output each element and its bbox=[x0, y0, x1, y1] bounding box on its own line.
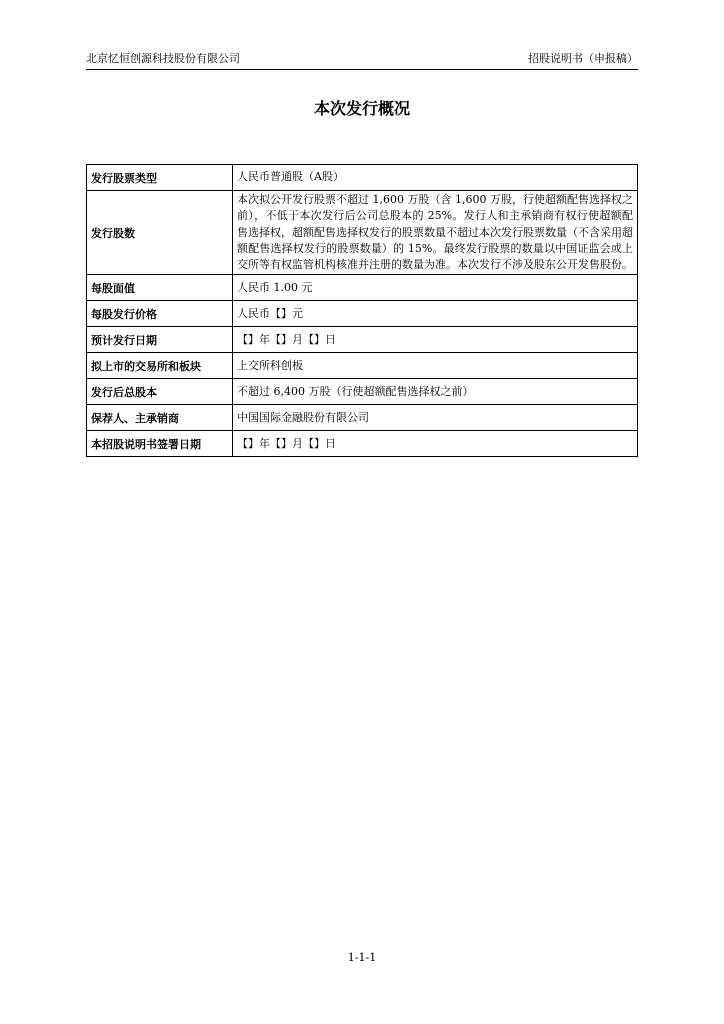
row-value: 【】年【】月【】日 bbox=[233, 431, 638, 457]
page-number: 1-1-1 bbox=[347, 951, 377, 964]
table-row bbox=[87, 353, 638, 379]
table-row bbox=[87, 165, 638, 191]
row-label: 保荐人、主承销商 bbox=[87, 405, 233, 431]
row-label: 本招股说明书签署日期 bbox=[87, 431, 233, 457]
row-value: 上交所科创板 bbox=[233, 353, 638, 379]
row-label: 发行后总股本 bbox=[87, 379, 233, 405]
row-value: 人民币 1.00 元 bbox=[233, 275, 638, 301]
row-label: 预计发行日期 bbox=[87, 327, 233, 353]
row-label: 每股发行价格 bbox=[87, 301, 233, 327]
table-row bbox=[87, 405, 638, 431]
table-row bbox=[87, 275, 638, 301]
offering-overview-table bbox=[86, 164, 638, 457]
row-value: 中国国际金融股份有限公司 bbox=[233, 405, 638, 431]
row-value: 本次拟公开发行股票不超过 1,600 万股（含 1,600 万股，行使超额配售选择权之前），不低于本次发行后公司总股本的 25%。发行人和主承销商有权行使超额配售选择权，超额配售选择权发行的股票数量不超过本次发行股票数量（不含采用超额配售选择权发行的股票数量）的 15%。最终发行股票的数量以中国证监会或上交所等有权监管机构核准并注册的数量为准。本次发行不涉及股东公开发售股份。 bbox=[233, 191, 638, 275]
row-value: 不超过 6,400 万股（行使超额配售选择权之前） bbox=[233, 379, 638, 405]
row-label: 发行股数 bbox=[87, 191, 233, 275]
table-row bbox=[87, 191, 638, 275]
row-label: 每股面值 bbox=[87, 275, 233, 301]
row-value: 人民币普通股（A股） bbox=[233, 165, 638, 191]
document-type: 招股说明书（申报稿） bbox=[528, 52, 638, 65]
row-value: 人民币【】元 bbox=[233, 301, 638, 327]
page-header bbox=[86, 51, 638, 70]
table-row bbox=[87, 301, 638, 327]
row-label: 拟上市的交易所和板块 bbox=[87, 353, 233, 379]
table-row bbox=[87, 327, 638, 353]
company-name: 北京忆恒创源科技股份有限公司 bbox=[86, 52, 240, 65]
table-row bbox=[87, 379, 638, 405]
page-title: 本次发行概况 bbox=[313, 99, 410, 118]
table-row bbox=[87, 431, 638, 457]
row-value: 【】年【】月【】日 bbox=[233, 327, 638, 353]
row-label: 发行股票类型 bbox=[87, 165, 233, 191]
